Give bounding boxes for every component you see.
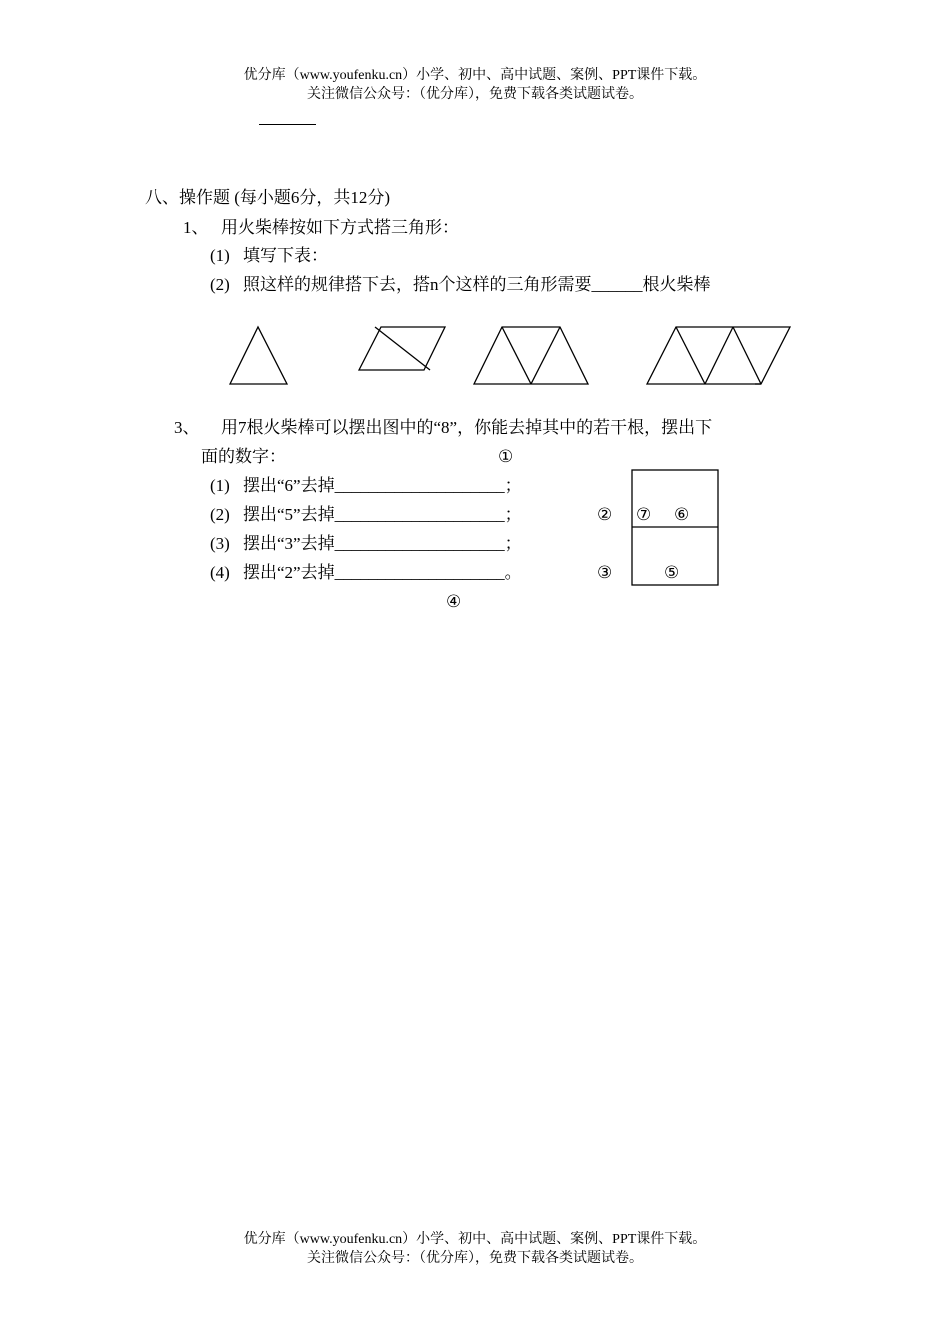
q1-sub2-number: (2)	[210, 275, 230, 294]
label-circle-4: ④	[446, 592, 462, 611]
q1-text: 用火柴棒按如下方式搭三角形：	[221, 218, 459, 237]
header-line-2: 关注微信公众号：（优分库），免费下载各类试题试卷。	[307, 87, 643, 102]
label-circle-2: ②	[597, 505, 613, 524]
section-title: 八、操作题 (每小题6分，共12分)	[145, 188, 391, 207]
q3-text-line2: 面的数字：	[201, 447, 286, 466]
q1-sub1-number: (1)	[210, 246, 230, 265]
q3-item4-number: (4)	[210, 563, 230, 582]
q3-item2-number: (2)	[210, 505, 230, 524]
q1-sub2-text: 照这样的规律搭下去，搭n个这样的三角形需要______根火柴棒	[243, 275, 711, 294]
label-circle-6: ⑥	[674, 505, 690, 524]
q3-number: 3、	[174, 418, 200, 437]
q3-item4-text: 摆出“2”去掉____________________。	[243, 563, 522, 582]
q3-item1-number: (1)	[210, 476, 230, 495]
q3-text-line1: 用7根火柴棒可以摆出图中的“8”，你能去掉其中的若干根，摆出下	[221, 418, 713, 437]
label-circle-3: ③	[597, 563, 613, 582]
label-circle-7: ⑦	[636, 505, 652, 524]
label-circle-5: ⑤	[664, 563, 680, 582]
q1-sub1-text: 填写下表：	[243, 246, 328, 265]
q3-item3-text: 摆出“3”去掉____________________；	[243, 534, 522, 553]
footer-line-2: 关注微信公众号：（优分库），免费下载各类试题试卷。	[307, 1251, 643, 1266]
label-circle-1: ①	[498, 447, 514, 466]
header-line-1: 优分库（www.youfenku.cn）小学、初中、高中试题、案例、PPT课件下载。	[243, 68, 707, 83]
q1-number: 1、	[183, 218, 209, 237]
footer-line-1: 优分库（www.youfenku.cn）小学、初中、高中试题、案例、PPT课件下载。	[243, 1232, 707, 1247]
q3-item3-number: (3)	[210, 534, 230, 553]
q3-item2-text: 摆出“5”去掉____________________；	[243, 505, 522, 524]
q3-item1-text: 摆出“6”去掉____________________；	[243, 476, 522, 495]
